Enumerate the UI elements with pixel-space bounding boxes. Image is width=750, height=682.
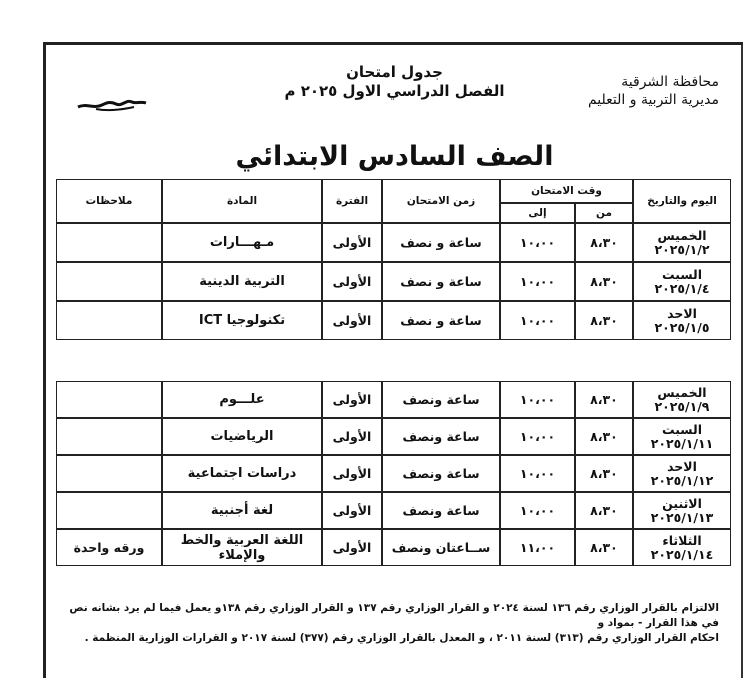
- schedule-title: جدول امتحان: [346, 63, 443, 81]
- notes-cell: [56, 418, 162, 455]
- notes-cell: ورقه واحدة: [56, 529, 162, 566]
- period-cell: الأولى: [322, 301, 382, 340]
- day-label: الاحد: [667, 458, 697, 474]
- header-duration: زمن الامتحان: [382, 179, 500, 223]
- table-row: [56, 455, 731, 492]
- day-date-cell: [633, 529, 731, 566]
- period-cell: الأولى: [322, 381, 382, 418]
- table-row: [56, 529, 731, 566]
- day-label: الاحد: [667, 305, 697, 321]
- day-date-cell: [633, 418, 731, 455]
- subject-cell: مـهـــارات: [162, 223, 322, 262]
- date-label: ٢٠٢٥/١/٥: [654, 319, 710, 335]
- subject-cell: تكنولوجيا ICT: [162, 301, 322, 340]
- duration-cell: ساعة ونصف: [382, 418, 500, 455]
- table-row: [56, 262, 731, 301]
- to-time-cell: ١١،٠٠: [500, 529, 575, 566]
- day-date-cell: [633, 301, 731, 340]
- regulations-note: [60, 601, 719, 646]
- period-cell: الأولى: [322, 455, 382, 492]
- day-label: الاثنين: [662, 495, 702, 511]
- day-label: السبت: [661, 266, 703, 282]
- subject-cell: لغة أجنبية: [162, 492, 322, 529]
- to-time-cell: ١٠،٠٠: [500, 455, 575, 492]
- schedule-header: [46, 63, 743, 101]
- date-label: ٢٠٢٥/١/٢: [654, 241, 710, 257]
- period-cell: الأولى: [322, 418, 382, 455]
- from-time-cell: ٨،٣٠: [575, 529, 633, 566]
- notes-cell: [56, 492, 162, 529]
- day-label: الخميس: [657, 227, 707, 243]
- subject-cell: الرياضيات: [162, 418, 322, 455]
- day-date-cell: [633, 223, 731, 262]
- to-time-cell: ١٠،٠٠: [500, 381, 575, 418]
- schedule-table-week1: [56, 179, 731, 340]
- table-row: [56, 381, 731, 418]
- duration-cell: ساعة و نصف: [382, 262, 500, 301]
- from-time-cell: ٨،٣٠: [575, 455, 633, 492]
- date-label: ٢٠٢٥/١/٩: [654, 398, 710, 414]
- duration-cell: ساعة ونصف: [382, 455, 500, 492]
- subject-cell: دراسات اجتماعية: [162, 455, 322, 492]
- date-label: ٢٠٢٥/١/٤: [654, 280, 710, 296]
- schedule-table-week2: [56, 381, 731, 566]
- grade-title: الصف السادس الابتدائي: [235, 141, 554, 172]
- table-row: [56, 492, 731, 529]
- duration-cell: ساعة ونصف: [382, 492, 500, 529]
- day-label: الثلاثاء: [662, 532, 702, 548]
- notes-cell: [56, 455, 162, 492]
- from-time-cell: ٨،٣٠: [575, 492, 633, 529]
- period-cell: الأولى: [322, 223, 382, 262]
- to-time-cell: ١٠،٠٠: [500, 418, 575, 455]
- from-time-cell: ٨،٣٠: [575, 262, 633, 301]
- header-exam-time: وقت الامتحان: [500, 179, 633, 203]
- to-time-cell: ١٠،٠٠: [500, 262, 575, 301]
- date-label: ٢٠٢٥/١/١٣: [650, 509, 714, 525]
- from-time-cell: ٨،٣٠: [575, 381, 633, 418]
- header-from: من: [575, 203, 633, 223]
- day-date-cell: [633, 455, 731, 492]
- to-time-cell: ١٠،٠٠: [500, 223, 575, 262]
- date-label: ٢٠٢٥/١/١٢: [650, 472, 714, 488]
- header-day-date: اليوم والتاريخ: [633, 179, 731, 223]
- date-label: ٢٠٢٥/١/١١: [650, 435, 714, 451]
- day-label: الخميس: [657, 384, 707, 400]
- exam-schedule-page: [43, 42, 743, 678]
- header-period: الفترة: [322, 179, 382, 223]
- directorate-name: مديرية التربية و التعليم: [587, 92, 719, 108]
- regulations-line-2: احكام القرار الوزاري رقم (٣١٣) لسنة ٢٠١١ ، و المعدل بالقرار الوزاري رقم (٣٧٧) لسنة ٢٠١٧ و القرارات الوزارية المنظمة .: [84, 632, 719, 644]
- date-label: ٢٠٢٥/١/١٤: [650, 546, 714, 562]
- period-cell: الأولى: [322, 262, 382, 301]
- from-time-cell: ٨،٣٠: [575, 301, 633, 340]
- notes-cell: [56, 381, 162, 418]
- duration-cell: ســاعتان ونصف: [382, 529, 500, 566]
- duration-cell: ساعة و نصف: [382, 223, 500, 262]
- to-time-cell: ١٠،٠٠: [500, 492, 575, 529]
- from-time-cell: ٨،٣٠: [575, 418, 633, 455]
- duration-cell: ساعة و نصف: [382, 301, 500, 340]
- day-date-cell: [633, 262, 731, 301]
- subject-cell: التربية الدينية: [162, 262, 322, 301]
- header-notes: ملاحظات: [56, 179, 162, 223]
- header-subject: المادة: [162, 179, 322, 223]
- to-time-cell: ١٠،٠٠: [500, 301, 575, 340]
- notes-cell: [56, 223, 162, 262]
- notes-cell: [56, 301, 162, 340]
- table-row: [56, 418, 731, 455]
- from-time-cell: ٨،٣٠: [575, 223, 633, 262]
- period-cell: الأولى: [322, 529, 382, 566]
- day-label: السبت: [661, 421, 703, 437]
- notes-cell: [56, 262, 162, 301]
- governorate-name: محافظة الشرقية: [621, 74, 719, 90]
- header-to: إلى: [500, 203, 575, 223]
- regulations-line-1: الالتزام بالقرار الوزاري رقم ١٣٦ لسنة ٢٠٢٤ و القرار الوزاري رقم ١٣٧ و القرار الوزاري رقم ١٣٨و يعمل فيما لم يرد بشانه نص في هذا القرار - بمواد و: [69, 602, 719, 629]
- table-row: [56, 301, 731, 340]
- day-date-cell: [633, 381, 731, 418]
- period-cell: الأولى: [322, 492, 382, 529]
- day-date-cell: [633, 492, 731, 529]
- table-row: [56, 223, 731, 262]
- semester-label: الفصل الدراسي الاول ٢٠٢٥ م: [284, 82, 505, 100]
- subject-cell: اللغة العربية والخط والإملاء: [162, 529, 322, 566]
- duration-cell: ساعة ونصف: [382, 381, 500, 418]
- subject-cell: علـــوم: [162, 381, 322, 418]
- signature-icon: [76, 93, 148, 115]
